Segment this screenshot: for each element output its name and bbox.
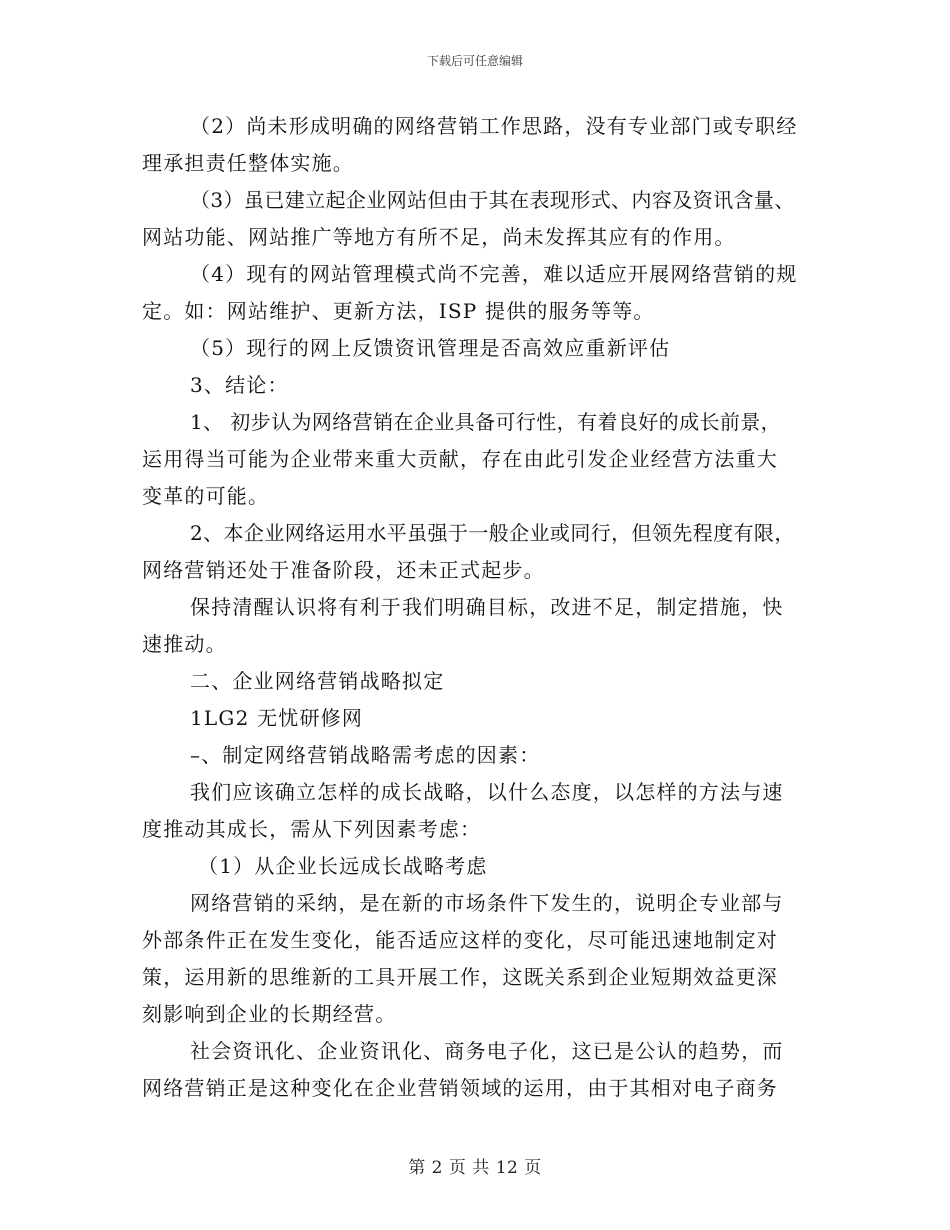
- paragraph-line: 策，运用新的思维新的工具开展工作，这既关系到企业短期效益更深: [142, 965, 778, 989]
- paragraph-line: 网络营销还处于准备阶段，还未正式起步。: [142, 558, 545, 582]
- paragraph-line: 变革的可能。: [142, 484, 270, 508]
- paragraph-line: 刻影响到企业的长期经营。: [142, 1002, 397, 1026]
- paragraph-line: 网络营销正是这种变化在企业营销领域的运用，由于其相对电子商务: [142, 1076, 778, 1100]
- paragraph-line: 网站功能、网站推广等地方有所不足，尚未发挥其应有的作用。: [142, 225, 736, 249]
- document-body: [142, 108, 822, 1107]
- paragraph-line: 理承担责任整体实施。: [142, 151, 354, 175]
- paragraph-line: （4）现有的网站管理模式尚不完善，难以适应开展网络营销的规: [190, 262, 798, 286]
- paragraph-line: （3）虽已建立起企业网站但由于其在表现形式、内容及资讯含量、: [190, 188, 795, 212]
- paragraph-line: 度推动其成长，需从下列因素考虑：: [142, 817, 482, 841]
- paragraph-line: 网络营销的采纳，是在新的市场条件下发生的，说明企专业部与: [190, 891, 784, 915]
- paragraph-line: （5）现行的网上反馈资讯管理是否高效应重新评估: [190, 336, 671, 360]
- page-number: 第 2 页 共 12 页: [408, 1158, 542, 1178]
- page-header: 下载后可任意编辑: [426, 54, 523, 68]
- paragraph-line: 我们应该确立怎样的成长战略，以什么态度，以怎样的方法与速: [190, 780, 784, 804]
- section-heading: 3、结论：: [190, 373, 289, 397]
- paragraph-line: 1、 初步认为网络营销在企业具备可行性，有着良好的成长前景，: [190, 410, 782, 434]
- section-heading: 二、企业网络营销战略拟定: [190, 669, 445, 693]
- section-heading: –、制定网络营销战略需考虑的因素：: [190, 743, 541, 767]
- paragraph-line: 定。如：网站维护、更新方法，ISP 提供的服务等等。: [142, 299, 655, 323]
- paragraph-line: （2）尚未形成明确的网络营销工作思路，没有专业部门或专职经: [190, 114, 798, 138]
- paragraph-line: 社会资讯化、企业资讯化、商务电子化，这已是公认的趋势，而: [190, 1039, 784, 1063]
- paragraph-line: 保持清醒认识将有利于我们明确目标，改进不足，制定措施，快: [190, 595, 784, 619]
- paragraph-line: 2、本企业网络运用水平虽强于一般企业或同行，但领先程度有限，: [190, 521, 795, 545]
- paragraph-line: 1LG2 无忧研修网: [190, 706, 364, 730]
- paragraph-line: 外部条件正在发生变化，能否适应这样的变化，尽可能迅速地制定对: [142, 928, 778, 952]
- section-heading: （1）从企业长远成长战略考虑: [198, 854, 488, 878]
- paragraph-line: 运用得当可能为企业带来重大贡献，存在由此引发企业经营方法重大: [142, 447, 778, 471]
- paragraph-line: 速推动。: [142, 632, 227, 656]
